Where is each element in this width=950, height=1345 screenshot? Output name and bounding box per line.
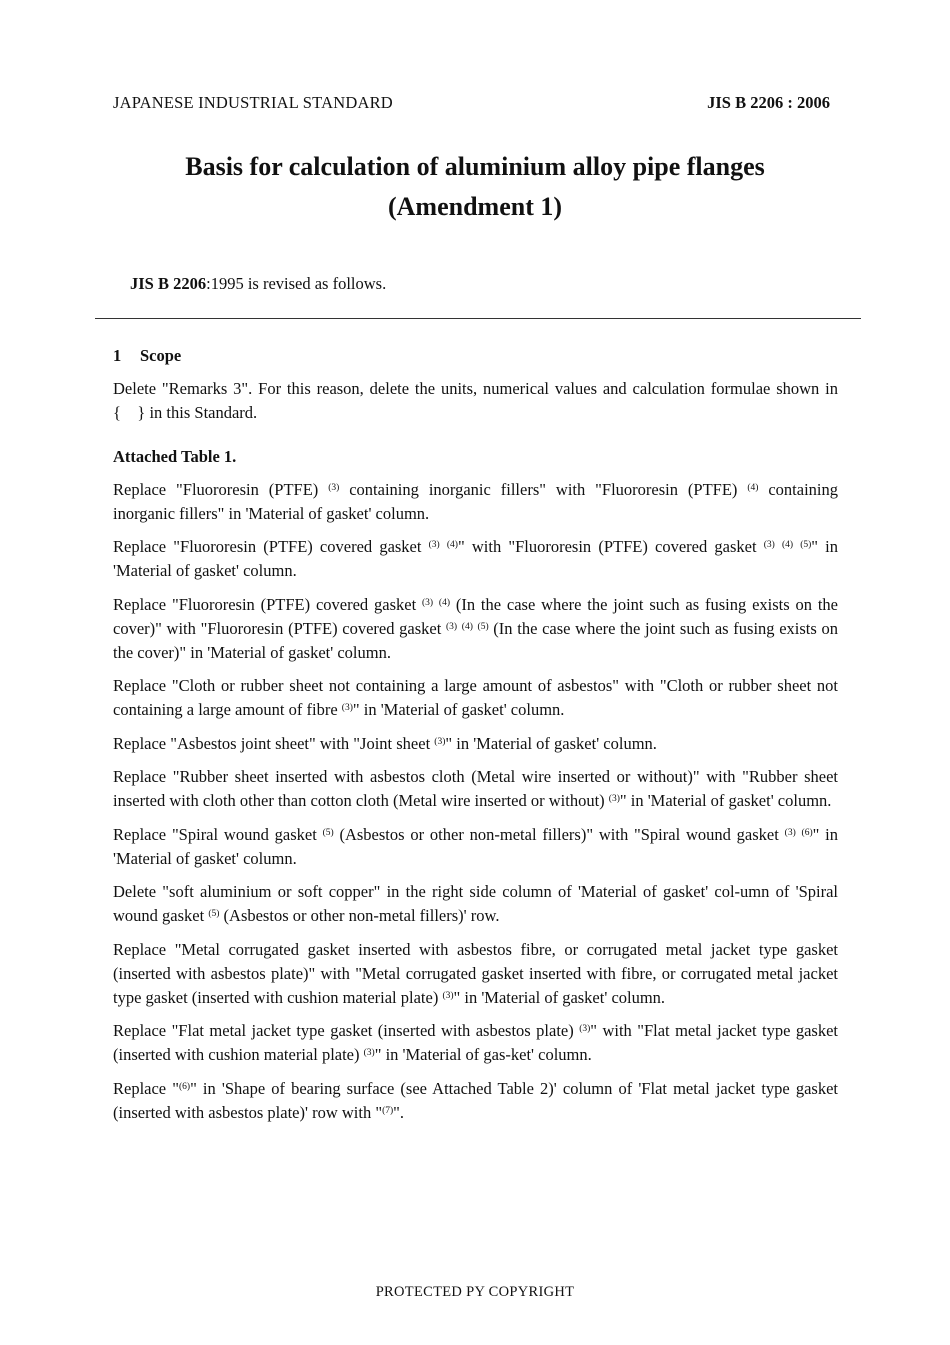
paragraph-text: Delete "soft aluminium or soft copper" in the right side column of 'Material of gasket' col-umn of 'Spiral wound gasket — [113, 882, 838, 925]
paragraph-text: " in 'Shape of bearing surface (see Attached Table 2)' column of 'Flat metal jacket type gasket (inserted with asbestos plate)' row with " — [113, 1078, 838, 1122]
paragraph-text: Replace "Fluororesin (PTFE) covered gasket — [113, 594, 422, 614]
paragraph-text: " in 'Material of gasket' column. — [113, 824, 839, 868]
paragraph-text: " in 'Material of gas-ket' column. — [374, 1045, 592, 1064]
paragraph-text: (In the case where the joint such as fusing exists on the cover)" with "Fluororesin (PTFE) covered gasket — [113, 594, 838, 638]
paragraph-text: (In the case where the joint such as fusing exists on the cover)" in 'Material of gasket' column. — [113, 618, 838, 662]
amendment-list — [113, 478, 838, 1125]
footnote-ref: (3) — [328, 482, 340, 493]
footnote-ref: (4) — [747, 482, 759, 493]
paragraph-text: (Asbestos or other non-metal fillers)" with "Spiral wound gasket — [333, 824, 785, 844]
footnote-ref: (3) — [434, 736, 446, 747]
standard-number: JIS B 2206 : 2006 — [707, 93, 830, 112]
scope-paragraph: Delete "Remarks 3". For this reason, delete the units, numerical values and calculation formulae shown in { } in this Standard. — [113, 379, 838, 422]
footnote-ref: (3) — [341, 703, 353, 713]
footnote-ref: (3) — [442, 990, 454, 1001]
section-title: Scope — [140, 346, 182, 365]
footnote-ref: (3) — [363, 1048, 375, 1058]
footnote-ref: (3) — [422, 597, 434, 608]
paragraph-text — [440, 537, 447, 556]
footnote-ref: (5) — [322, 827, 334, 838]
page-header — [113, 93, 830, 117]
amendment-paragraph — [113, 880, 838, 928]
revision-intro — [130, 274, 386, 294]
amendment-paragraph — [113, 478, 838, 526]
copyright-footer: PROTECTED PY COPYRIGHT — [375, 1284, 575, 1300]
amendment-paragraph — [113, 593, 838, 665]
footnote-ref: (3) — [579, 1024, 591, 1034]
document-title — [100, 147, 850, 227]
amendment-paragraph — [113, 1019, 838, 1067]
footnote-ref: (3) — [784, 827, 796, 838]
section-heading-attached-table: Attached Table 1. — [113, 446, 237, 466]
revision-text: :1995 is revised as follows. — [206, 274, 387, 293]
footnote-ref: (5) — [477, 621, 489, 632]
paragraph-text: Replace "Cloth or rubber sheet not containing a large amount of asbestos" with "Cloth or rubber sheet not containing a large amount of fibre — [113, 676, 838, 719]
horizontal-rule — [95, 318, 861, 319]
paragraph-text: " in 'Material of gasket' column. — [113, 537, 839, 580]
footnote-ref: (4) — [461, 621, 473, 632]
footnote-ref: (3) — [446, 621, 458, 632]
amendment-paragraph — [113, 823, 838, 871]
footnote-ref: (5) — [800, 540, 812, 550]
section-heading-scope — [113, 344, 838, 368]
paragraph-text: Replace " — [113, 1078, 179, 1098]
footnote-ref: (4) — [781, 540, 794, 550]
footnote-ref: (5) — [208, 909, 220, 919]
title-line-1: Basis for calculation of aluminium alloy pipe flanges — [185, 152, 765, 181]
paragraph-text: Replace "Flat metal jacket type gasket (inserted with asbestos plate) — [113, 1021, 580, 1040]
paragraph-text: " in 'Material of gasket' column. — [352, 700, 565, 719]
document-body — [113, 344, 838, 1134]
title-line-2: (Amendment 1) — [387, 192, 563, 221]
paragraph-text: (Asbestos or other non-metal fillers)' row. — [219, 906, 500, 925]
paragraph-text: containing inorganic fillers" in 'Material of gasket' column. — [113, 479, 838, 523]
paragraph-text: ". — [393, 1102, 405, 1122]
footnote-ref: (4) — [438, 597, 450, 608]
standard-label: JAPANESE INDUSTRIAL STANDARD — [113, 93, 393, 112]
paragraph-text: " with "Fluororesin (PTFE) covered gasket — [457, 537, 764, 556]
paragraph-text: Replace "Metal corrugated gasket inserted with asbestos fibre, or corrugated metal jacket type gasket (inserted with asbestos plate)" with "Metal corrugated gasket inserted with fibre, or corrugated metal jacket type gasket (inserted with cushion material plate) — [113, 939, 838, 1007]
paragraph-text: Replace "Fluororesin (PTFE) covered gasket — [113, 537, 429, 556]
amendment-paragraph — [113, 535, 838, 583]
paragraph-text: " in 'Material of gasket' column. — [619, 791, 832, 810]
revision-code: JIS B 2206 — [130, 274, 207, 293]
footnote-ref: (6) — [178, 1081, 191, 1092]
paragraph-text: Replace "Asbestos joint sheet" with "Joint sheet — [113, 733, 435, 753]
footnote-ref: (3) — [428, 540, 440, 550]
footnote-ref: (3) — [608, 794, 620, 804]
amendment-paragraph — [113, 674, 838, 722]
footnote-ref: (6) — [801, 827, 813, 838]
footnote-ref: (3) — [763, 540, 775, 550]
amendment-paragraph — [113, 938, 838, 1010]
paragraph-text: " in 'Material of gasket' column. — [453, 987, 666, 1007]
paragraph-text: " in 'Material of gasket' column. — [445, 733, 657, 753]
amendment-paragraph — [113, 765, 838, 813]
section-number: 1 — [113, 346, 122, 365]
paragraph-text: Replace "Fluororesin (PTFE) — [113, 479, 329, 499]
paragraph-text: " with "Flat metal jacket type gasket (inserted with cushion material plate) — [113, 1021, 838, 1064]
paragraph-text — [775, 537, 782, 556]
footnote-ref: (7) — [382, 1105, 394, 1116]
paragraph-text: Replace "Rubber sheet inserted with asbestos cloth (Metal wire inserted or without)" with "Rubber sheet inserted with cloth other than cotton cloth (Metal wire inserted or without) — [113, 767, 838, 810]
paragraph-text: Replace "Spiral wound gasket — [113, 824, 323, 844]
footnote-ref: (4) — [446, 540, 458, 550]
amendment-paragraph — [113, 732, 838, 756]
paragraph-text: containing inorganic fillers" with "Fluororesin (PTFE) — [339, 479, 748, 499]
amendment-paragraph — [113, 1077, 838, 1125]
